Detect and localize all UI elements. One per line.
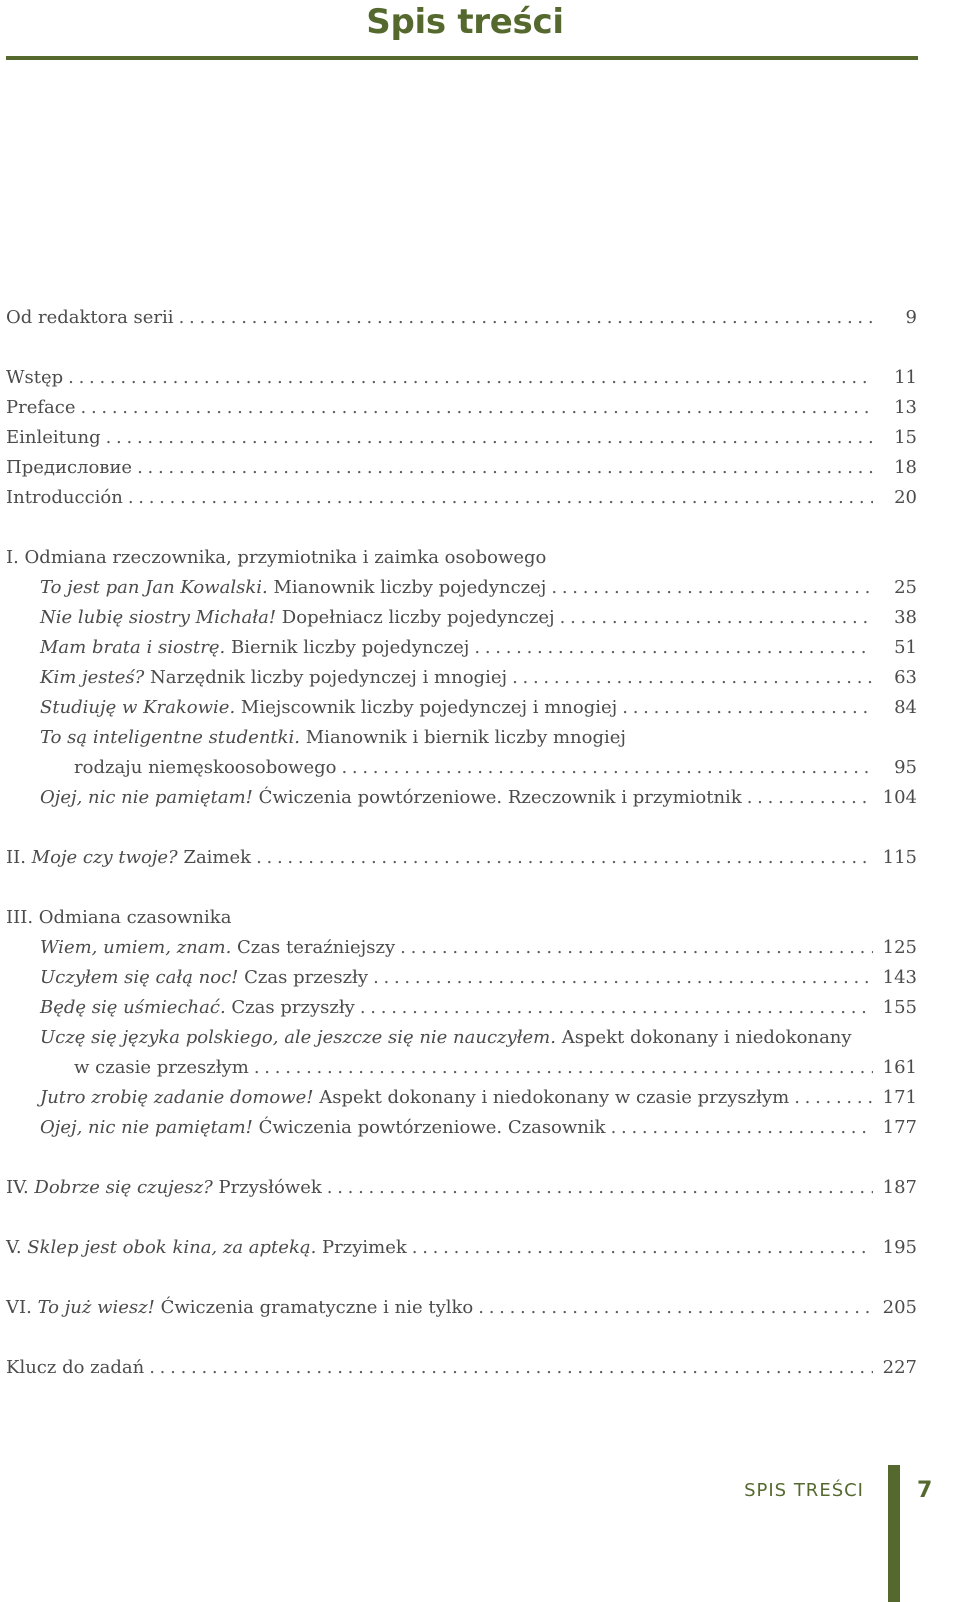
toc-entry-title [40,933,395,963]
toc-entry-title [40,723,626,753]
toc-entry-title [40,1023,852,1053]
toc-entry-title-part: Aspekt dokonany i niedokonany w czasie przyszłym [313,1087,790,1108]
toc-page-number: 171 [882,1087,917,1108]
toc-entry-title-part: Czas teraźniejszy [231,937,396,958]
toc-entry-title-italic: Kim jesteś? [40,667,145,688]
dot-leader [512,663,873,693]
toc-entry-title [6,483,123,513]
toc-page-number: 143 [882,967,917,988]
toc-entry-title-italic: Sklep jest obok kina, za apteką. [27,1237,317,1258]
dot-leader [254,1053,873,1083]
toc-entry-title [40,693,617,723]
dot-leader [327,1173,873,1203]
toc-entry-title [6,453,132,483]
toc-entry-title-part: w czasie przeszłym [74,1057,249,1078]
toc-entry-title [6,363,63,393]
dot-leader [68,363,873,393]
dot-leader [106,423,873,453]
dot-leader [794,1083,873,1113]
toc-page-number: 84 [894,697,917,718]
toc-entry-title-part: V. [6,1237,28,1258]
toc-entry [40,573,917,603]
toc-entry-title [74,753,336,783]
toc-entry-title-part: Ćwiczenia powtórzeniowe. Rzeczownik i przymiotnik [252,787,742,808]
dot-leader [400,933,873,963]
toc-page-number: 63 [894,667,917,688]
toc-entry [74,1053,917,1083]
toc-page-number: 227 [882,1357,917,1378]
toc-entry [6,1173,917,1203]
toc-page-number: 15 [894,427,917,448]
toc-entry-title-part: Dopełniacz liczby pojedynczej [276,607,555,628]
toc-entry-title-part: Introducción [6,487,123,508]
toc-entry-title [6,543,546,573]
toc-entry-title-part: Od redaktora serii [6,307,174,328]
toc-entry-title-part: Preface [6,397,76,418]
toc-entry-title-part: Przyimek [316,1237,407,1258]
toc-entry [40,1113,917,1143]
toc-entry-title [6,903,231,933]
toc-page-number: 18 [894,457,917,478]
toc-entry-title-part: rodzaju niemęskoosobowego [74,757,337,778]
dot-leader [81,393,874,423]
toc-entry-title [40,993,355,1023]
toc-entry [6,1353,917,1383]
toc-entry [6,843,917,873]
dot-leader [551,573,873,603]
toc-entry-title [6,393,76,423]
toc-entry-title-italic: To są inteligentne studentki. [40,727,301,748]
toc-entry [40,693,917,723]
toc-entry-title [40,603,555,633]
toc-page-number: 51 [894,637,917,658]
toc-entry-title [6,303,174,333]
toc-entry [6,1293,917,1323]
toc-page-number: 104 [882,787,917,808]
toc-entry [40,993,917,1023]
toc-entry [40,1083,917,1113]
toc-page-number: 125 [882,937,917,958]
toc-entry-title-part: III. Odmiana czasownika [6,907,232,928]
dot-leader [341,753,873,783]
toc-entry-title-part: Biernik liczby pojedynczej [225,637,470,658]
toc-entry-title-italic: Będę się uśmiechać. [40,997,226,1018]
toc-page-number: 11 [894,367,917,388]
toc-entry-title-italic: Uczyłem się całą noc! [40,967,239,988]
dot-leader [179,303,873,333]
running-footer-label: SPIS TREŚCI [744,1480,864,1501]
toc-entry [6,303,917,333]
dot-leader [149,1353,873,1383]
toc-entry-title-part: VI. [6,1297,38,1318]
toc-entry [6,903,917,933]
toc-page-number: 205 [882,1297,917,1318]
toc-entry-title [6,1233,407,1263]
dot-leader [256,843,873,873]
toc-entry-title [6,843,251,873]
dot-leader [560,603,873,633]
toc-entry [6,393,917,423]
toc-entry [40,663,917,693]
dot-leader [474,633,873,663]
toc-entry [6,1233,917,1263]
toc-entry-title [40,633,469,663]
toc-entry-title-italic: Studiuję w Krakowie. [40,697,236,718]
toc-entry-title-italic: Ojej, nic nie pamiętam! [40,1117,253,1138]
toc-entry-title-part: Miejscownik liczby pojedynczej i mnogiej [235,697,618,718]
toc-entry-title-italic: Wiem, umiem, znam. [40,937,232,958]
toc-entry-title [6,423,101,453]
toc-page-number: 115 [882,847,917,868]
toc-entry-title [40,573,546,603]
toc-entry-title-italic: Mam brata i siostrę. [40,637,226,658]
toc-entry-title [6,1173,322,1203]
toc-entry-title [40,783,742,813]
toc-page-number: 38 [894,607,917,628]
toc-entry [40,933,917,963]
toc-entry [40,723,917,753]
toc-entry-title [6,1293,473,1323]
toc-entry-title-part: IV. [6,1177,35,1198]
toc-entry [74,753,917,783]
toc-page-number: 9 [905,307,917,328]
toc-entry-title-part: Zaimek [177,847,252,868]
toc-entry-title-italic: Moje czy twoje? [31,847,178,868]
toc-entry [6,423,917,453]
page-title: Spis treści [366,2,564,42]
toc-entry-title-italic: To jest pan Jan Kowalski. [40,577,268,598]
footer-accent-bar [888,1465,900,1602]
toc-entry-title-italic: Jutro zrobię zadanie domowe! [40,1087,314,1108]
toc-entry-title-part: Klucz do zadań [6,1357,145,1378]
toc-entry-title-part: Предисловие [6,457,133,478]
toc-entry-title-part: I. Odmiana rzeczownika, przymiotnika i zaimka osobowego [6,547,547,568]
toc-entry-title [40,963,368,993]
toc-entry [6,453,917,483]
toc-entry-title [40,663,507,693]
toc-entry-title-italic: Nie lubię siostry Michała! [40,607,277,628]
dot-leader [747,783,873,813]
toc-entry-title [74,1053,249,1083]
toc-entry-title-italic: Dobrze się czujesz? [34,1177,213,1198]
toc-entry-title-part: Czas przyszły [225,997,355,1018]
toc-entry [40,633,917,663]
toc-entry-title-italic: To już wiesz! [37,1297,155,1318]
toc-entry-title-part: Aspekt dokonany i niedokonany [555,1027,852,1048]
dot-leader [478,1293,873,1323]
dot-leader [360,993,873,1023]
toc-entry-title-part: Mianownik i biernik liczby mnogiej [300,727,626,748]
toc-entry [40,963,917,993]
toc-entry-title-part: Wstęp [6,367,64,388]
toc-entry-title [40,1083,789,1113]
toc-entry-title-part: Einleitung [6,427,101,448]
toc-entry-title-italic: Ojej, nic nie pamiętam! [40,787,253,808]
dot-leader [137,453,873,483]
page-number: 7 [917,1478,933,1503]
toc-entry-title [6,1353,144,1383]
toc-entry-title-part: Ćwiczenia gramatyczne i nie tylko [154,1297,474,1318]
toc-entry [6,483,917,513]
toc-entry [6,543,917,573]
toc-entry-title-part: Ćwiczenia powtórzeniowe. Czasownik [252,1117,606,1138]
toc-page-number: 195 [882,1237,917,1258]
dot-leader [128,483,873,513]
dot-leader [611,1113,873,1143]
dot-leader [412,1233,873,1263]
toc-entry-title-part: Mianownik liczby pojedynczej [267,577,547,598]
toc-entry [6,363,917,393]
toc-entry [40,783,917,813]
toc-entry-title-part: II. [6,847,32,868]
toc-entry-title [40,1113,606,1143]
toc-page-number: 187 [882,1177,917,1198]
toc-page-number: 13 [894,397,917,418]
toc-entry [40,1023,917,1053]
toc-page-number: 155 [882,997,917,1018]
toc-page-number: 177 [882,1117,917,1138]
dot-leader [622,693,873,723]
toc-page-number: 161 [882,1057,917,1078]
toc-entry-title-italic: Uczę się języka polskiego, ale jeszcze się nie nauczyłem. [40,1027,556,1048]
toc-entry-title-part: Przysłówek [212,1177,322,1198]
toc-page-number: 20 [894,487,917,508]
toc-page-number: 25 [894,577,917,598]
toc-page-number: 95 [894,757,917,778]
dot-leader [373,963,873,993]
toc-entry-title-part: Czas przeszły [238,967,369,988]
toc-entry [40,603,917,633]
toc-entry-title-part: Narzędnik liczby pojedynczej i mnogiej [144,667,508,688]
